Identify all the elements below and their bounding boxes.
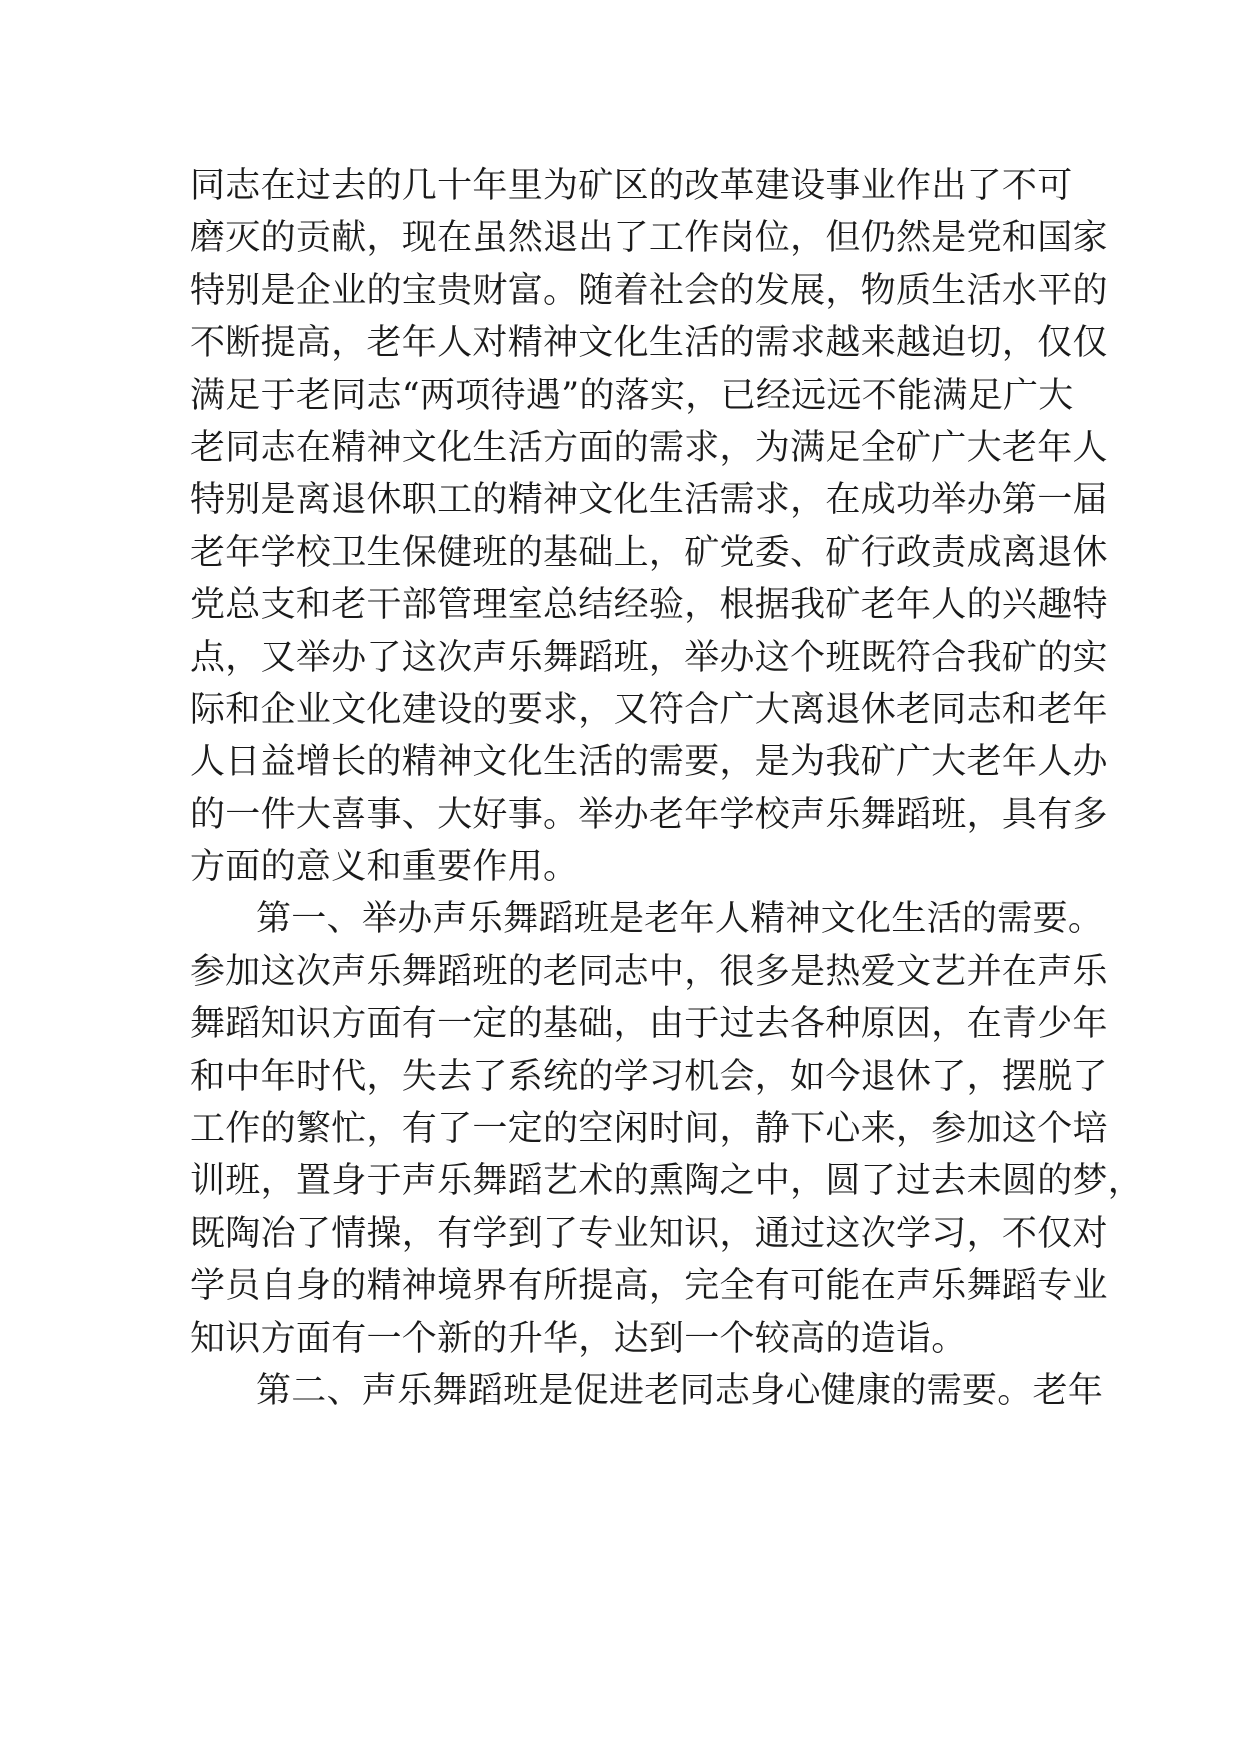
text-line: 不断提高，老年人对精神文化生活的需求越来越迫切，仅仅	[190, 323, 1108, 364]
text-line: 磨灭的贡献，现在虽然退出了工作岗位，但仍然是党和国家	[190, 218, 1108, 259]
body-text	[190, 160, 1144, 1417]
text-line: 和中年时代，失去了系统的学习机会，如今退休了，摆脱了	[190, 1056, 1108, 1097]
paragraph-first-line: 第二、声乐舞蹈班是促进老同志身心健康的需要。老年	[256, 1370, 1104, 1411]
text-line: 点，又举办了这次声乐舞蹈班，举办这个班既符合我矿的实	[190, 637, 1108, 678]
text-line: 的一件大喜事、大好事。举办老年学校声乐舞蹈班，具有多	[190, 794, 1108, 835]
text-line: 特别是企业的宝贵财富。随着社会的发展，物质生活水平的	[190, 270, 1108, 311]
text-line: 参加这次声乐舞蹈班的老同志中，很多是热爱文艺并在声乐	[190, 951, 1108, 992]
text-line: 既陶冶了情操，有学到了专业知识，通过这次学习，不仅对	[190, 1213, 1108, 1254]
text-line: 际和企业文化建设的要求，又符合广大离退休老同志和老年	[190, 689, 1108, 730]
text-line: 工作的繁忙，有了一定的空闲时间，静下心来，参加这个培	[190, 1109, 1108, 1150]
text-line: 特别是离退休职工的精神文化生活需求，在成功举办第一届	[190, 480, 1108, 521]
text-line: 训班，置身于声乐舞蹈艺术的熏陶之中，圆了过去未圆的梦，	[190, 1161, 1144, 1202]
paragraph-first-line: 第一、举办声乐舞蹈班是老年人精神文化生活的需要。	[256, 899, 1104, 940]
text-line: 舞蹈知识方面有一定的基础，由于过去各种原因，在青少年	[190, 1004, 1108, 1045]
text-line: 老同志在精神文化生活方面的需求，为满足全矿广大老年人	[190, 427, 1108, 468]
text-line: 人日益增长的精神文化生活的需要，是为我矿广大老年人办	[190, 742, 1108, 783]
text-line: 知识方面有一个新的升华，达到一个较高的造诣。	[190, 1318, 967, 1359]
text-line: 满足于老同志“两项待遇”的落实，已经远远不能满足广大	[190, 375, 1074, 416]
text-line: 方面的意义和重要作用。	[190, 847, 579, 888]
text-line: 学员自身的精神境界有所提高，完全有可能在声乐舞蹈专业	[190, 1266, 1108, 1307]
text-line: 党总支和老干部管理室总结经验，根据我矿老年人的兴趣特	[190, 585, 1108, 626]
text-line: 同志在过去的几十年里为矿区的改革建设事业作出了不可	[190, 166, 1073, 206]
text-line: 老年学校卫生保健班的基础上，矿党委、矿行政责成离退休	[190, 532, 1108, 573]
